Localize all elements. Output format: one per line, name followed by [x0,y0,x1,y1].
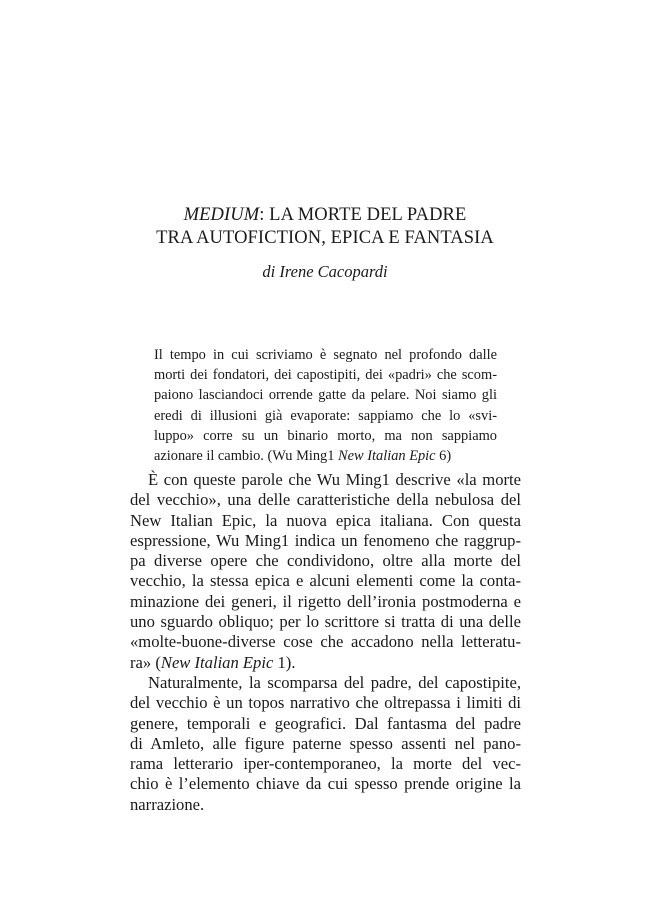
article-title-line-1 [0,204,650,227]
epigraph-citation-text: azionare il cambio. (Wu Ming1 [154,448,339,465]
title-line-1-rest: : LA MORTE DEL PADRE [259,205,467,225]
article-body [130,470,521,815]
body-line: minazione dei generi, il rigetto dell’ironia postmoderna e [130,591,521,611]
epigraph-citation-work: New Italian Epic [338,448,436,465]
epigraph-line: paiono lasciandoci orrende gatte da pelare. Noi siamo gli [154,387,497,404]
body-line: È con queste parole che Wu Ming1 descrive «la morte [148,470,521,489]
body-line: vecchio, la stessa epica e alcuni elementi come la conta- [130,571,521,591]
body-line: pa diverse opere che condividono, oltre alla morte del [130,551,521,571]
epigraph-citation-line [154,446,497,466]
article-title-line-2: TRA AUTOFICTION, EPICA E FANTASIA [156,228,494,248]
body-line: chio è l’elemento chiave da cui spesso prende origine la [130,774,521,794]
body-citation-text: ra» ( [130,652,161,672]
body-line: del vecchio è un topos narrativo che oltrepassa i limiti di [130,693,521,713]
body-citation-work: New Italian Epic [160,652,274,672]
body-line: «molte-buone-diverse cose che accadono nella letteratu- [130,632,521,652]
body-line: espressione, Wu Ming1 indica un fenomeno che raggrup- [130,530,521,550]
body-citation-line [130,653,521,673]
body-line: del vecchio», una delle caratteristiche della nebulosa del [130,490,521,510]
title-italic-medium: MEDIUM [183,205,260,225]
body-line: Naturalmente, la scomparsa del padre, del capostipite, [148,672,521,692]
epigraph-line: morti dei fondatori, dei capostipiti, dei «padri» che scom- [154,367,497,384]
body-line: genere, temporali e geografici. Dal fantasma del padre [130,713,521,733]
epigraph-line: Il tempo in cui scriviamo è segnato nel profondo dalle [154,347,497,363]
epigraph-citation-page: 6) [435,448,452,465]
epigraph-quote [154,345,497,466]
body-line: New Italian Epic, la nuova epica italiana. Con questa [130,510,521,530]
epigraph-line: luppo» corre su un binario morto, ma non sappiamo [154,427,497,444]
body-paragraph-2 [130,673,521,815]
body-line: rama letterario iper-contemporaneo, la morte del vec- [130,754,521,774]
body-citation-page: 1). [273,652,296,672]
epigraph-line: eredi di illusioni già evaporate: sappiamo che lo «svi- [154,407,497,424]
article-author: di Irene Cacopardi [262,262,388,281]
body-line: narrazione. [130,794,205,814]
article-header [0,204,650,283]
body-line: uno sguardo obliquo; per lo scrittore si tratta di una delle [130,612,521,632]
body-paragraph-1 [130,470,521,673]
body-line: di Amleto, alle figure paterne spesso assenti nel pano- [130,733,521,753]
